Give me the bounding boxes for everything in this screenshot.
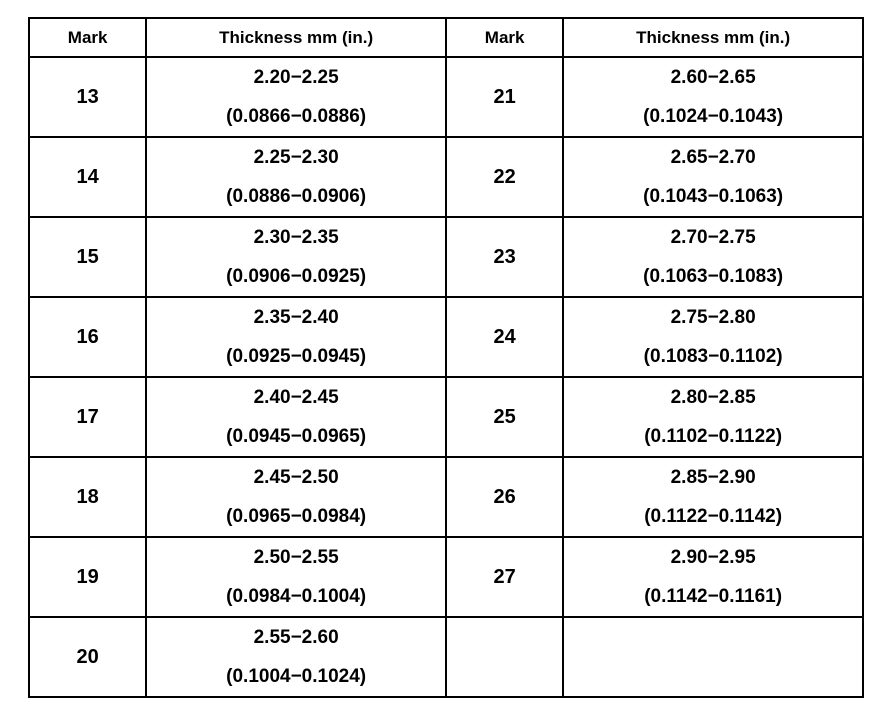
thickness-cell — [146, 617, 446, 697]
thickness-cell — [563, 297, 863, 377]
thickness-inch: (0.1142−0.1161) — [644, 586, 783, 607]
thickness-mm: 2.40−2.45 — [253, 387, 339, 408]
mark-cell: 16 — [29, 297, 146, 377]
thickness-inch: (0.1043−0.1063) — [643, 186, 784, 207]
thickness-cell — [146, 537, 446, 617]
mark-cell: 18 — [29, 457, 146, 537]
thickness-mm: 2.55−2.60 — [253, 627, 339, 648]
thickness-cell — [146, 217, 446, 297]
header-row — [29, 18, 863, 57]
thickness-inch: (0.1122−0.1142) — [644, 506, 783, 527]
thickness-inch: (0.0945−0.0965) — [226, 426, 367, 447]
header-thickness-left: Thickness mm (in.) — [146, 18, 446, 57]
thickness-mm: 2.65−2.70 — [670, 147, 756, 168]
mark-cell: 14 — [29, 137, 146, 217]
table-row — [29, 457, 863, 537]
thickness-mm: 2.30−2.35 — [253, 227, 339, 248]
mark-cell: 27 — [446, 537, 563, 617]
thickness-mm: 2.80−2.85 — [670, 387, 756, 408]
thickness-inch: (0.0965−0.0984) — [226, 506, 367, 527]
thickness-cell — [146, 377, 446, 457]
thickness-cell — [563, 217, 863, 297]
thickness-cell — [146, 137, 446, 217]
mark-cell: 22 — [446, 137, 563, 217]
thickness-cell — [563, 537, 863, 617]
mark-cell: 25 — [446, 377, 563, 457]
table-row — [29, 57, 863, 137]
thickness-mm: 2.85−2.90 — [670, 467, 756, 488]
thickness-inch: (0.0925−0.0945) — [226, 346, 367, 367]
thickness-cell — [563, 457, 863, 537]
thickness-cell — [563, 377, 863, 457]
thickness-inch: (0.1063−0.1083) — [643, 266, 784, 287]
thickness-cell-empty — [563, 617, 863, 697]
mark-cell: 17 — [29, 377, 146, 457]
thickness-mm: 2.25−2.30 — [253, 147, 339, 168]
thickness-inch: (0.1024−0.1043) — [643, 106, 784, 127]
mark-cell: 13 — [29, 57, 146, 137]
thickness-mm: 2.70−2.75 — [670, 227, 756, 248]
table-row — [29, 297, 863, 377]
mark-cell: 15 — [29, 217, 146, 297]
table-row — [29, 377, 863, 457]
thickness-mm: 2.60−2.65 — [670, 67, 756, 88]
thickness-inch: (0.1004−0.1024) — [226, 666, 367, 687]
thickness-inch: (0.0906−0.0925) — [226, 266, 367, 287]
table-row — [29, 537, 863, 617]
thickness-inch: (0.1083−0.1102) — [643, 346, 783, 367]
thickness-cell — [563, 57, 863, 137]
header-thickness-right: Thickness mm (in.) — [563, 18, 863, 57]
header-mark-left: Mark — [29, 18, 146, 57]
thickness-inch: (0.0984−0.1004) — [226, 586, 367, 607]
mark-cell: 26 — [446, 457, 563, 537]
thickness-cell — [146, 57, 446, 137]
thickness-cell — [146, 457, 446, 537]
thickness-mm: 2.35−2.40 — [253, 307, 339, 328]
thickness-mm: 2.75−2.80 — [670, 307, 756, 328]
mark-cell: 23 — [446, 217, 563, 297]
thickness-mm: 2.45−2.50 — [253, 467, 339, 488]
thickness-cell — [146, 297, 446, 377]
table-row — [29, 137, 863, 217]
thickness-table — [28, 17, 864, 698]
mark-cell-empty — [446, 617, 563, 697]
thickness-cell — [563, 137, 863, 217]
mark-cell: 19 — [29, 537, 146, 617]
thickness-mm: 2.50−2.55 — [253, 547, 339, 568]
header-mark-right: Mark — [446, 18, 563, 57]
thickness-inch: (0.0866−0.0886) — [226, 106, 367, 127]
mark-cell: 24 — [446, 297, 563, 377]
table-row — [29, 617, 863, 697]
thickness-inch: (0.1102−0.1122) — [644, 426, 783, 447]
table-row — [29, 217, 863, 297]
mark-cell: 20 — [29, 617, 146, 697]
mark-cell: 21 — [446, 57, 563, 137]
thickness-mm: 2.90−2.95 — [670, 547, 756, 568]
thickness-mm: 2.20−2.25 — [253, 67, 339, 88]
thickness-inch: (0.0886−0.0906) — [226, 186, 367, 207]
